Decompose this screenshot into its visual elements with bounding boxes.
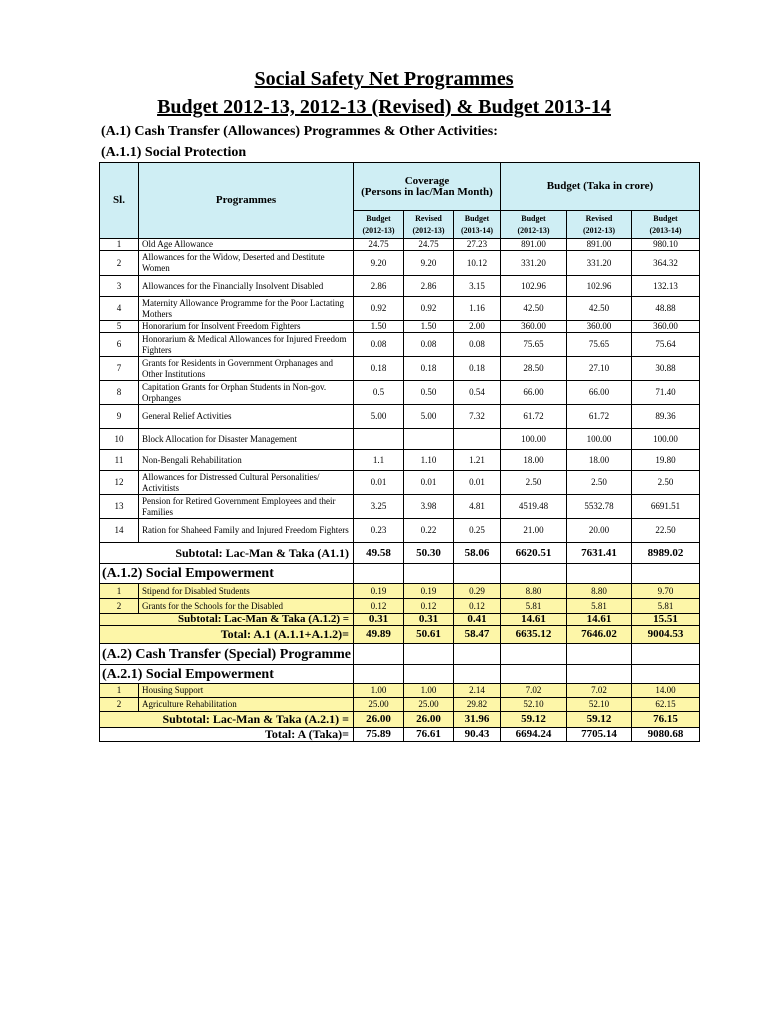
row-programme-name: Honorarium & Medical Allowances for Injured Freedom Fighters — [139, 333, 354, 357]
header-budget: Budget (Taka in crore) — [501, 163, 700, 211]
row-value-b3: 364.32 — [632, 251, 700, 276]
row-programme-name: Stipend for Disabled Students — [139, 584, 354, 599]
row-serial: 9 — [100, 405, 139, 429]
empty-cell — [501, 665, 567, 684]
empty-cell — [454, 564, 501, 584]
row-value-c1 — [354, 429, 404, 450]
row-value-c1: 5.00 — [354, 405, 404, 429]
row-value-b2: 7.02 — [567, 684, 632, 698]
subheader-cov-budget-1314: Budget (2013-14) — [454, 211, 501, 239]
subtotal-value-b1: 59.12 — [501, 712, 567, 728]
row-serial: 8 — [100, 381, 139, 405]
row-value-c3: 0.25 — [454, 519, 501, 543]
subheader-bud-budget-1213: Budget (2012-13) — [501, 211, 567, 239]
subtotal-value-c1: 49.58 — [354, 543, 404, 564]
table-row — [100, 276, 700, 297]
subtotal-value-c3: 58.47 — [454, 626, 501, 644]
subtotal-value-b2: 14.61 — [567, 614, 632, 626]
table-row — [100, 698, 700, 712]
row-value-b2: 891.00 — [567, 239, 632, 251]
row-programme-name: General Relief Activities — [139, 405, 354, 429]
row-value-c2: 2.86 — [404, 276, 454, 297]
row-value-c1: 0.01 — [354, 471, 404, 495]
row-value-b3: 62.15 — [632, 698, 700, 712]
table-row — [100, 381, 700, 405]
row-value-c3: 29.82 — [454, 698, 501, 712]
subtotal-value-c1: 26.00 — [354, 712, 404, 728]
row-value-b2: 102.96 — [567, 276, 632, 297]
row-value-c1: 0.23 — [354, 519, 404, 543]
empty-cell — [354, 564, 404, 584]
row-value-b2: 75.65 — [567, 333, 632, 357]
row-value-b2: 5532.78 — [567, 495, 632, 519]
row-value-b1: 360.00 — [501, 321, 567, 333]
row-value-c1: 0.08 — [354, 333, 404, 357]
subtotal-value-b1: 6635.12 — [501, 626, 567, 644]
subtotal-label: Subtotal: Lac-Man & Taka (A.1.2) = — [100, 614, 354, 626]
table-row — [100, 471, 700, 495]
row-value-c3: 0.54 — [454, 381, 501, 405]
row-value-c3: 1.21 — [454, 450, 501, 471]
subtotal-row — [100, 543, 700, 564]
row-value-c3: 3.15 — [454, 276, 501, 297]
subtotal-row — [100, 728, 700, 742]
empty-cell — [567, 665, 632, 684]
section-row — [100, 644, 700, 665]
row-serial: 7 — [100, 357, 139, 381]
subtotal-row — [100, 614, 700, 626]
row-value-c1: 3.25 — [354, 495, 404, 519]
row-value-c2 — [404, 429, 454, 450]
row-value-b3: 14.00 — [632, 684, 700, 698]
row-serial: 1 — [100, 239, 139, 251]
empty-cell — [404, 665, 454, 684]
subtotal-value-c3: 58.06 — [454, 543, 501, 564]
empty-cell — [632, 665, 700, 684]
subtotal-value-c2: 26.00 — [404, 712, 454, 728]
row-value-c2: 0.08 — [404, 333, 454, 357]
row-value-c1: 1.00 — [354, 684, 404, 698]
subtotal-value-c3: 90.43 — [454, 728, 501, 742]
row-programme-name: Capitation Grants for Orphan Students in Non-gov. Orphanges — [139, 381, 354, 405]
section-row — [100, 564, 700, 584]
subtotal-value-c3: 0.41 — [454, 614, 501, 626]
table-row — [100, 251, 700, 276]
row-serial: 11 — [100, 450, 139, 471]
row-serial: 13 — [100, 495, 139, 519]
row-value-b3: 22.50 — [632, 519, 700, 543]
table-row — [100, 429, 700, 450]
section-row — [100, 665, 700, 684]
row-value-c3: 10.12 — [454, 251, 501, 276]
header-sl: Sl. — [100, 163, 139, 239]
table-row — [100, 519, 700, 543]
row-value-c3 — [454, 429, 501, 450]
row-value-b3: 2.50 — [632, 471, 700, 495]
subtotal-value-b1: 14.61 — [501, 614, 567, 626]
row-programme-name: Grants for Residents in Government Orphanages and Other Institutions — [139, 357, 354, 381]
row-programme-name: Honorarium for Insolvent Freedom Fighters — [139, 321, 354, 333]
row-value-c2: 24.75 — [404, 239, 454, 251]
subtotal-label: Total: A (Taka)= — [100, 728, 354, 742]
row-value-b1: 891.00 — [501, 239, 567, 251]
row-value-c2: 1.00 — [404, 684, 454, 698]
row-value-b1: 4519.48 — [501, 495, 567, 519]
row-value-b1: 61.72 — [501, 405, 567, 429]
row-programme-name: Block Allocation for Disaster Management — [139, 429, 354, 450]
row-value-b2: 8.80 — [567, 584, 632, 599]
row-value-c2: 0.22 — [404, 519, 454, 543]
subtotal-value-b3: 76.15 — [632, 712, 700, 728]
row-serial: 4 — [100, 297, 139, 321]
row-value-b1: 18.00 — [501, 450, 567, 471]
row-value-c2: 9.20 — [404, 251, 454, 276]
empty-cell — [501, 564, 567, 584]
subtotal-row — [100, 626, 700, 644]
row-value-b3: 100.00 — [632, 429, 700, 450]
row-serial: 2 — [100, 251, 139, 276]
row-value-b1: 100.00 — [501, 429, 567, 450]
row-value-b1: 21.00 — [501, 519, 567, 543]
row-value-b3: 132.13 — [632, 276, 700, 297]
subheader-bud-budget-1314: Budget (2013-14) — [632, 211, 700, 239]
subtotal-label: Subtotal: Lac-Man & Taka (A1.1) — [100, 543, 354, 564]
table-row — [100, 599, 700, 614]
row-value-b3: 19.80 — [632, 450, 700, 471]
subtotal-value-c2: 76.61 — [404, 728, 454, 742]
row-value-b3: 5.81 — [632, 599, 700, 614]
row-value-b1: 8.80 — [501, 584, 567, 599]
table-row — [100, 239, 700, 251]
row-value-c2: 3.98 — [404, 495, 454, 519]
row-value-b1: 7.02 — [501, 684, 567, 698]
table-row — [100, 584, 700, 599]
row-value-c3: 4.81 — [454, 495, 501, 519]
subtotal-value-b1: 6620.51 — [501, 543, 567, 564]
subheader-bud-revised-1213: Revised (2012-13) — [567, 211, 632, 239]
empty-cell — [632, 564, 700, 584]
row-value-c2: 0.01 — [404, 471, 454, 495]
row-programme-name: Maternity Allowance Programme for the Poor Lactating Mothers — [139, 297, 354, 321]
row-value-b3: 48.88 — [632, 297, 700, 321]
row-value-c3: 2.14 — [454, 684, 501, 698]
subtotal-value-c2: 50.30 — [404, 543, 454, 564]
row-value-c3: 0.12 — [454, 599, 501, 614]
empty-cell — [567, 644, 632, 665]
table-row — [100, 684, 700, 698]
row-value-c2: 0.12 — [404, 599, 454, 614]
row-value-c2: 0.92 — [404, 297, 454, 321]
section-heading-a1: (A.1) Cash Transfer (Allowances) Programmes & Other Activities: — [101, 124, 498, 139]
row-value-c3: 27.23 — [454, 239, 501, 251]
row-value-c1: 2.86 — [354, 276, 404, 297]
row-programme-name: Allowances for Distressed Cultural Personalities/ Activitists — [139, 471, 354, 495]
row-programme-name: Pension for Retired Government Employees and their Families — [139, 495, 354, 519]
row-value-b2: 5.81 — [567, 599, 632, 614]
subheader-cov-revised-1213: Revised (2012-13) — [404, 211, 454, 239]
row-programme-name: Housing Support — [139, 684, 354, 698]
empty-cell — [567, 564, 632, 584]
table-row — [100, 495, 700, 519]
empty-cell — [454, 644, 501, 665]
page-subtitle: Budget 2012-13, 2012-13 (Revised) & Budget 2013-14 — [157, 96, 611, 118]
row-value-c1: 0.18 — [354, 357, 404, 381]
row-serial: 2 — [100, 599, 139, 614]
empty-cell — [454, 665, 501, 684]
subtotal-value-c3: 31.96 — [454, 712, 501, 728]
row-programme-name: Agriculture Rehabilitation — [139, 698, 354, 712]
row-value-c1: 1.50 — [354, 321, 404, 333]
row-value-b1: 102.96 — [501, 276, 567, 297]
section-heading: (A.2) Cash Transfer (Special) Programme — [100, 644, 354, 665]
subtotal-label: Total: A.1 (A.1.1+A.1.2)= — [100, 626, 354, 644]
row-value-b2: 61.72 — [567, 405, 632, 429]
row-value-c1: 9.20 — [354, 251, 404, 276]
row-value-b2: 20.00 — [567, 519, 632, 543]
row-value-b3: 980.10 — [632, 239, 700, 251]
subheader-cov-budget-1213: Budget (2012-13) — [354, 211, 404, 239]
row-programme-name: Allowances for the Widow, Deserted and Destitute Women — [139, 251, 354, 276]
subtotal-value-b3: 9004.53 — [632, 626, 700, 644]
row-value-c3: 2.00 — [454, 321, 501, 333]
empty-cell — [404, 644, 454, 665]
row-value-b1: 42.50 — [501, 297, 567, 321]
subtotal-value-c1: 49.89 — [354, 626, 404, 644]
row-serial: 12 — [100, 471, 139, 495]
subtotal-value-b2: 7646.02 — [567, 626, 632, 644]
row-value-c3: 0.18 — [454, 357, 501, 381]
subtotal-value-b3: 8989.02 — [632, 543, 700, 564]
subtotal-value-c2: 50.61 — [404, 626, 454, 644]
row-programme-name: Non-Bengali Rehabilitation — [139, 450, 354, 471]
row-value-c3: 1.16 — [454, 297, 501, 321]
row-value-b1: 66.00 — [501, 381, 567, 405]
row-value-c2: 5.00 — [404, 405, 454, 429]
row-value-c1: 0.19 — [354, 584, 404, 599]
page-title: Social Safety Net Programmes — [254, 68, 514, 90]
table-header-row — [100, 163, 700, 211]
row-value-b1: 52.10 — [501, 698, 567, 712]
row-value-b2: 52.10 — [567, 698, 632, 712]
subtotal-value-b2: 7705.14 — [567, 728, 632, 742]
row-value-c2: 1.50 — [404, 321, 454, 333]
subtotal-value-b3: 9080.68 — [632, 728, 700, 742]
row-value-c2: 0.19 — [404, 584, 454, 599]
row-value-c2: 0.50 — [404, 381, 454, 405]
row-value-b3: 89.36 — [632, 405, 700, 429]
row-value-b2: 27.10 — [567, 357, 632, 381]
subtotal-value-b2: 59.12 — [567, 712, 632, 728]
row-value-c1: 0.5 — [354, 381, 404, 405]
row-value-b2: 100.00 — [567, 429, 632, 450]
row-value-c3: 0.08 — [454, 333, 501, 357]
row-serial: 5 — [100, 321, 139, 333]
row-programme-name: Grants for the Schools for the Disabled — [139, 599, 354, 614]
empty-cell — [354, 665, 404, 684]
table-row — [100, 333, 700, 357]
row-value-b1: 2.50 — [501, 471, 567, 495]
row-value-c1: 0.92 — [354, 297, 404, 321]
row-serial: 6 — [100, 333, 139, 357]
subtotal-value-b2: 7631.41 — [567, 543, 632, 564]
empty-cell — [354, 644, 404, 665]
row-value-b2: 331.20 — [567, 251, 632, 276]
subtotal-row — [100, 712, 700, 728]
row-serial: 1 — [100, 684, 139, 698]
subtotal-value-b3: 15.51 — [632, 614, 700, 626]
row-programme-name: Allowances for the Financially Insolvent Disabled — [139, 276, 354, 297]
row-value-c1: 24.75 — [354, 239, 404, 251]
section-heading: (A.2.1) Social Empowerment — [100, 665, 354, 684]
row-value-b2: 66.00 — [567, 381, 632, 405]
row-programme-name: Ration for Shaheed Family and Injured Freedom Fighters — [139, 519, 354, 543]
subtotal-value-c1: 75.89 — [354, 728, 404, 742]
row-value-b3: 30.88 — [632, 357, 700, 381]
row-value-b2: 360.00 — [567, 321, 632, 333]
row-serial: 2 — [100, 698, 139, 712]
row-value-b1: 28.50 — [501, 357, 567, 381]
row-value-b3: 9.70 — [632, 584, 700, 599]
row-value-b3: 360.00 — [632, 321, 700, 333]
row-value-b2: 2.50 — [567, 471, 632, 495]
row-value-c3: 0.29 — [454, 584, 501, 599]
header-coverage-unit: (Persons in lac/Man Month) — [361, 185, 493, 198]
row-serial: 14 — [100, 519, 139, 543]
table-row — [100, 357, 700, 381]
header-coverage — [354, 163, 501, 211]
row-value-c2: 25.00 — [404, 698, 454, 712]
row-value-b1: 5.81 — [501, 599, 567, 614]
empty-cell — [501, 644, 567, 665]
row-value-c2: 1.10 — [404, 450, 454, 471]
empty-cell — [404, 564, 454, 584]
table-row — [100, 321, 700, 333]
row-value-c1: 25.00 — [354, 698, 404, 712]
budget-table — [99, 162, 700, 742]
subtotal-value-c1: 0.31 — [354, 614, 404, 626]
row-value-c3: 0.01 — [454, 471, 501, 495]
row-value-c2: 0.18 — [404, 357, 454, 381]
table-row — [100, 450, 700, 471]
section-heading: (A.1.2) Social Empowerment — [100, 564, 354, 584]
row-programme-name: Old Age Allowance — [139, 239, 354, 251]
subtotal-value-c2: 0.31 — [404, 614, 454, 626]
row-value-c1: 0.12 — [354, 599, 404, 614]
section-heading-a11: (A.1.1) Social Protection — [101, 145, 247, 160]
row-value-c3: 7.32 — [454, 405, 501, 429]
row-serial: 1 — [100, 584, 139, 599]
header-programmes: Programmes — [139, 163, 354, 239]
empty-cell — [632, 644, 700, 665]
row-value-b3: 71.40 — [632, 381, 700, 405]
subtotal-value-b1: 6694.24 — [501, 728, 567, 742]
row-value-b2: 18.00 — [567, 450, 632, 471]
subtotal-label: Subtotal: Lac-Man & Taka (A.2.1) = — [100, 712, 354, 728]
header-coverage-title: Coverage — [404, 174, 450, 187]
row-value-b3: 75.64 — [632, 333, 700, 357]
row-serial: 10 — [100, 429, 139, 450]
row-value-b2: 42.50 — [567, 297, 632, 321]
row-value-b3: 6691.51 — [632, 495, 700, 519]
table-row — [100, 405, 700, 429]
row-value-b1: 331.20 — [501, 251, 567, 276]
row-serial: 3 — [100, 276, 139, 297]
row-value-b1: 75.65 — [501, 333, 567, 357]
table-row — [100, 297, 700, 321]
row-value-c1: 1.1 — [354, 450, 404, 471]
